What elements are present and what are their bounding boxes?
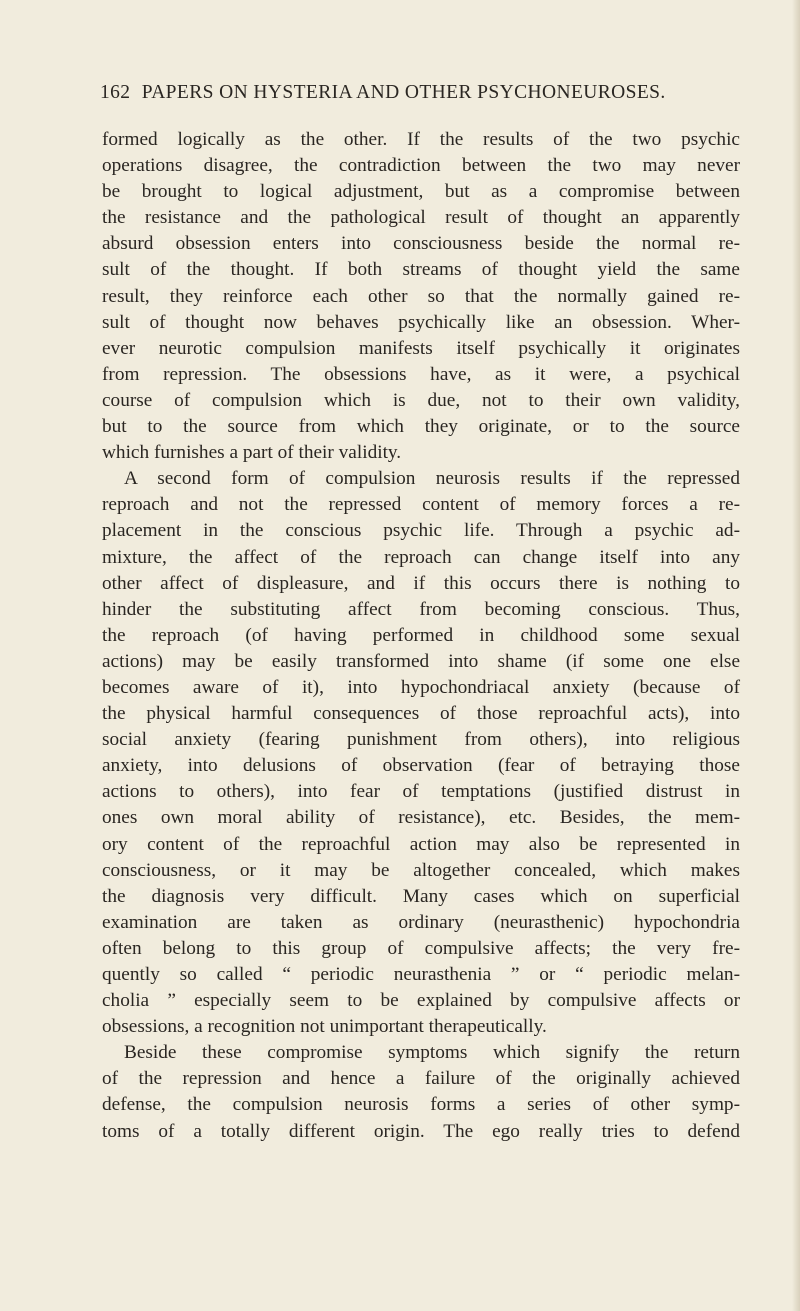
page-edge [792,0,800,1311]
text-line: absurd obsession enters into consciousness beside the normal re- [102,233,740,255]
running-head [100,82,740,104]
body-text [102,127,740,1145]
text-line: the reproach (of having performed in childhood some sexual [102,624,740,646]
text-line: anxiety, into delusions of observation (fear of betraying those [102,755,740,777]
text-line: operations disagree, the contradiction between the two may never [102,155,740,177]
text-line: the diagnosis very difficult. Many cases which on superficial [102,885,740,907]
text-line: consciousness, or it may be altogether concealed, which makes [102,859,740,881]
text-line: mixture, the affect of the reproach can change itself into any [102,546,740,568]
text-line: but to the source from which they originate, or to the source [102,416,740,438]
text-line: defense, the compulsion neurosis forms a series of other symp- [102,1094,740,1116]
text-line: result, they reinforce each other so that the normally gained re- [102,285,740,307]
text-line: be brought to logical adjustment, but as a compromise between [102,181,740,203]
paragraph-start-line: A second form of compulsion neurosis results if the repressed [124,468,740,490]
text-line: formed logically as the other. If the results of the two psychic [102,129,740,150]
text-line: ever neurotic compulsion manifests itself psychically it originates [102,337,740,359]
paragraph-start-line: Beside these compromise symptoms which signify the return [124,1042,740,1064]
text-line: ory content of the reproachful action may also be represented in [102,833,740,855]
text-line: quently so called “ periodic neurasthenia ” or “ periodic melan- [102,964,740,985]
text-line: cholia ” especially seem to be explained by compulsive affects or [102,990,740,1012]
text-line: sult of the thought. If both streams of thought yield the same [102,259,740,281]
text-line: course of compulsion which is due, not to their own validity, [102,389,740,411]
text-line: reproach and not the repressed content of memory forces a re- [102,494,740,516]
text-line: from repression. The obsessions have, as it were, a psychical [102,363,740,385]
running-head-title: PAPERS ON HYSTERIA AND OTHER PSYCHONEUROSES. [141,82,666,103]
text-line: toms of a totally different origin. The ego really tries to defend [102,1120,740,1142]
text-line: placement in the conscious psychic life. Through a psychic ad- [102,520,740,542]
text-line: ones own moral ability of resistance), etc. Besides, the mem- [102,807,740,829]
text-line: of the repression and hence a failure of the originally achieved [102,1068,740,1090]
text-line: the physical harmful consequences of those reproachful acts), into [102,703,740,725]
text-line: often belong to this group of compulsive affects; the very fre- [102,937,740,959]
text-line: actions to others), into fear of temptations (justified distrust in [102,781,740,803]
text-line: hinder the substituting affect from becoming conscious. Thus, [102,598,740,620]
text-line: obsessions, a recognition not unimportant therapeutically. [102,1016,547,1038]
text-line: other affect of displeasure, and if this occurs there is nothing to [102,572,740,594]
text-line: which furnishes a part of their validity. [102,442,402,464]
text-line: becomes aware of it), into hypochondriacal anxiety (because of [102,676,740,698]
text-line: examination are taken as ordinary (neurasthenic) hypochondria [102,911,740,933]
text-line: actions) may be easily transformed into shame (if some one else [102,650,740,672]
page-number: 162 [100,82,131,103]
text-line: sult of thought now behaves psychically like an obsession. Wher- [102,311,740,333]
text-line: the resistance and the pathological result of thought an apparently [102,207,740,229]
text-line: social anxiety (fearing punishment from others), into religious [102,729,740,751]
